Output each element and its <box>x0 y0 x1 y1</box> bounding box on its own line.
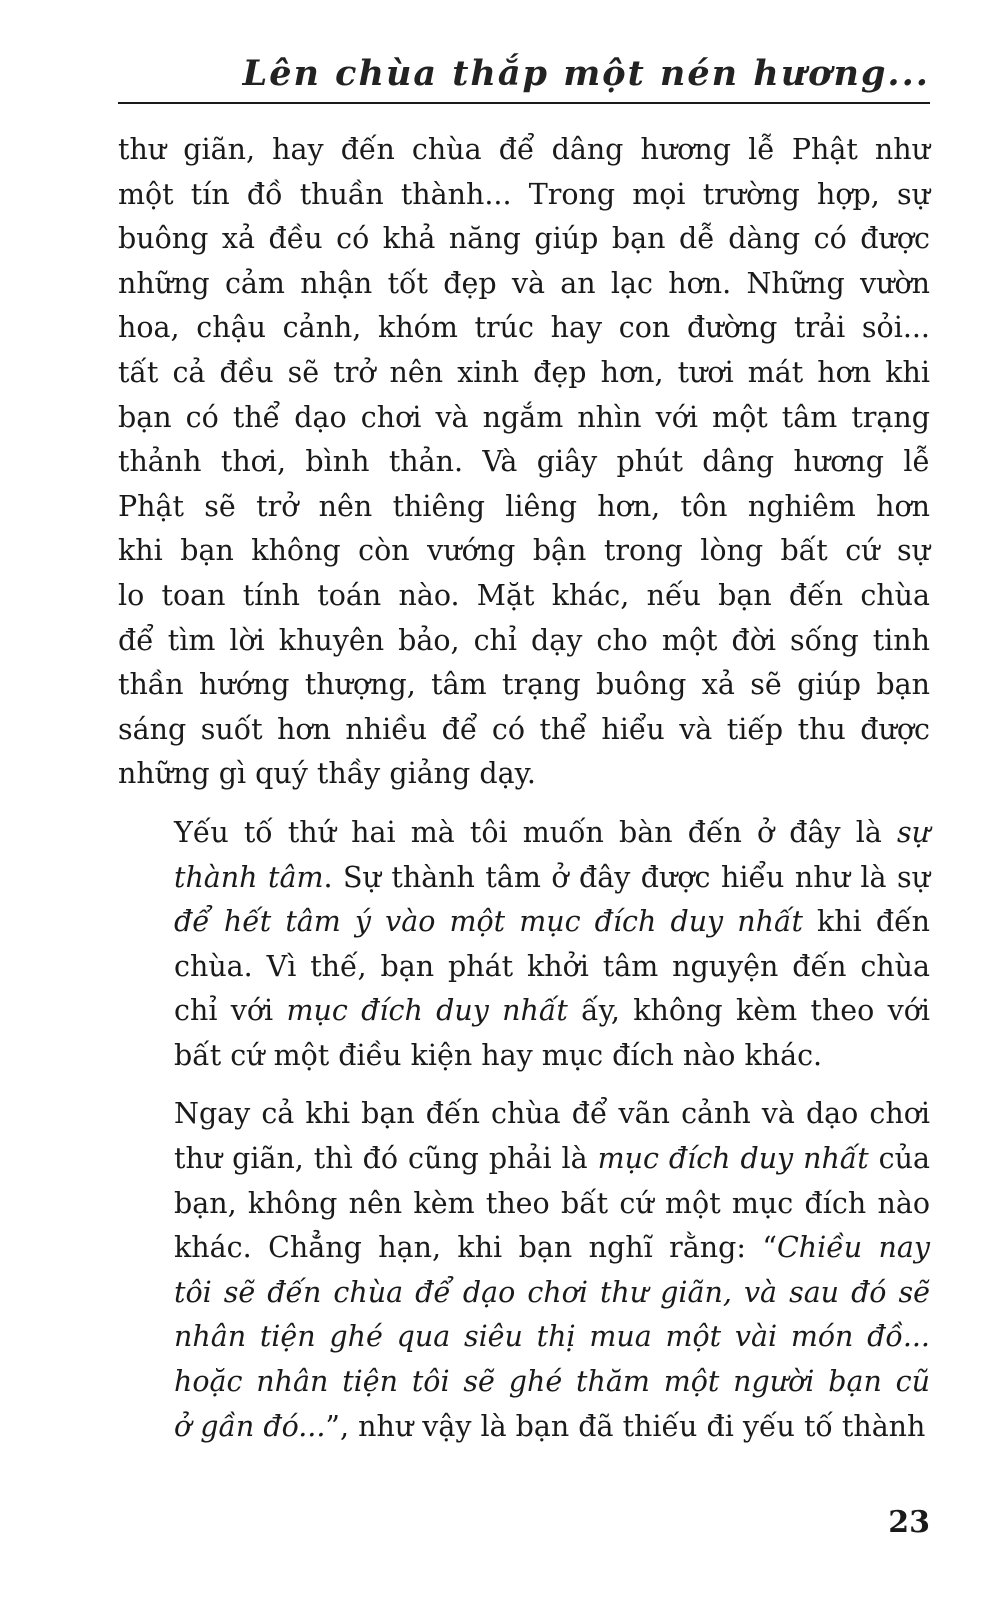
text-line <box>118 574 930 619</box>
paragraph <box>118 811 930 1079</box>
text-line <box>118 1271 930 1316</box>
emphasis-text: thành tâm <box>174 860 324 894</box>
text-line <box>118 856 930 901</box>
text-line <box>118 396 930 441</box>
text-run: khác. Chẳng hạn, khi bạn nghĩ rằng: “ <box>174 1231 777 1265</box>
text-line <box>118 351 930 396</box>
text-line <box>118 217 930 262</box>
text-run: ”, như vậy là bạn đã thiếu đi yếu tố thành <box>325 1409 926 1443</box>
paragraph <box>118 1092 930 1449</box>
text-line <box>118 1360 930 1405</box>
text-line <box>118 485 930 530</box>
text-line <box>118 1092 930 1137</box>
text-run: chỉ với <box>174 994 287 1028</box>
text-line <box>118 262 930 307</box>
text-line <box>118 619 930 664</box>
text-line <box>118 752 930 797</box>
text-run: ấy, không kèm theo với <box>567 994 930 1028</box>
text-line <box>118 708 930 753</box>
text-run: bạn, không nên kèm theo bất cứ một mục đích nào <box>174 1186 930 1220</box>
emphasis-text: mục đích duy nhất <box>597 1142 869 1176</box>
text-line <box>118 306 930 351</box>
text-line <box>118 1034 930 1079</box>
header-divider <box>118 102 930 104</box>
text-line <box>118 529 930 574</box>
text-run: . Sự thành tâm ở đây được hiểu như là sự <box>323 860 930 894</box>
emphasis-text: ở gần đó... <box>174 1409 326 1443</box>
text-line <box>118 1182 930 1227</box>
text-run: Yếu tố thứ hai mà tôi muốn bàn đến ở đây là <box>174 815 898 849</box>
text-run: để tìm lời khuyên bảo, chỉ dạy cho một đời sống tinh <box>118 623 930 657</box>
emphasis-text: hoặc nhân tiện tôi sẽ ghé thăm một người bạn cũ <box>174 1365 930 1399</box>
emphasis-text: để hết tâm ý vào một mục đích duy nhất <box>174 905 803 939</box>
text-run: thư giãn, hay đến chùa để dâng hương lễ Phật như <box>118 133 930 166</box>
emphasis-text: sự <box>897 815 930 849</box>
text-run: của <box>868 1142 930 1176</box>
body-text <box>118 128 930 1449</box>
text-line <box>118 1226 930 1271</box>
running-header: Lên chùa thắp một nén hương... <box>242 53 930 94</box>
text-run: buông xả đều có khả năng giúp bạn dễ dàng có được <box>118 222 930 256</box>
text-run: sáng suốt hơn nhiều để có thể hiểu và tiếp thu được <box>118 712 930 746</box>
text-run: thư giãn, thì đó cũng phải là <box>174 1142 598 1176</box>
text-run: tất cả đều sẽ trở nên xinh đẹp hơn, tươi mát hơn khi <box>118 355 930 389</box>
text-run: khi đến <box>802 905 930 939</box>
text-run: Ngay cả khi bạn đến chùa để vãn cảnh và dạo chơi <box>174 1097 930 1131</box>
paragraph <box>118 128 930 797</box>
text-line <box>118 1405 930 1450</box>
text-line <box>118 128 930 173</box>
text-run: thảnh thơi, bình thản. Và giây phút dâng hương lễ <box>118 445 930 479</box>
text-line <box>118 900 930 945</box>
text-line <box>118 663 930 708</box>
page-number: 23 <box>888 1505 930 1540</box>
text-run: bạn có thể dạo chơi và ngắm nhìn với một tâm trạng <box>118 400 930 434</box>
text-line <box>118 173 930 218</box>
text-run: những gì quý thầy giảng dạy. <box>118 757 536 791</box>
text-line <box>118 1315 930 1360</box>
text-line <box>118 945 930 990</box>
text-run: Phật sẽ trở nên thiêng liêng hơn, tôn nghiêm hơn <box>118 489 930 523</box>
text-run: hoa, chậu cảnh, khóm trúc hay con đường trải sỏi... <box>118 311 930 345</box>
text-line <box>118 440 930 485</box>
emphasis-text: nhân tiện ghé qua siêu thị mua một vài món đồ... <box>174 1320 930 1354</box>
emphasis-text: tôi sẽ đến chùa để dạo chơi thư giãn, và sau đó sẽ <box>174 1275 930 1309</box>
text-run: chùa. Vì thế, bạn phát khởi tâm nguyện đến chùa <box>174 949 930 983</box>
text-run: một tín đồ thuần thành... Trong mọi trường hợp, sự <box>118 177 930 211</box>
emphasis-text: Chiều nay <box>776 1231 930 1265</box>
text-line <box>118 1137 930 1182</box>
text-run: bất cứ một điều kiện hay mục đích nào khác. <box>174 1038 823 1072</box>
text-run: lo toan tính toán nào. Mặt khác, nếu bạn đến chùa <box>118 578 930 612</box>
emphasis-text: mục đích duy nhất <box>286 994 568 1028</box>
text-run: thần hướng thượng, tâm trạng buông xả sẽ giúp bạn <box>118 668 930 702</box>
text-run: khi bạn không còn vướng bận trong lòng bất cứ sự <box>118 534 930 568</box>
text-line <box>118 989 930 1034</box>
text-line <box>118 811 930 856</box>
text-run: những cảm nhận tốt đẹp và an lạc hơn. Những vườn <box>118 266 930 300</box>
